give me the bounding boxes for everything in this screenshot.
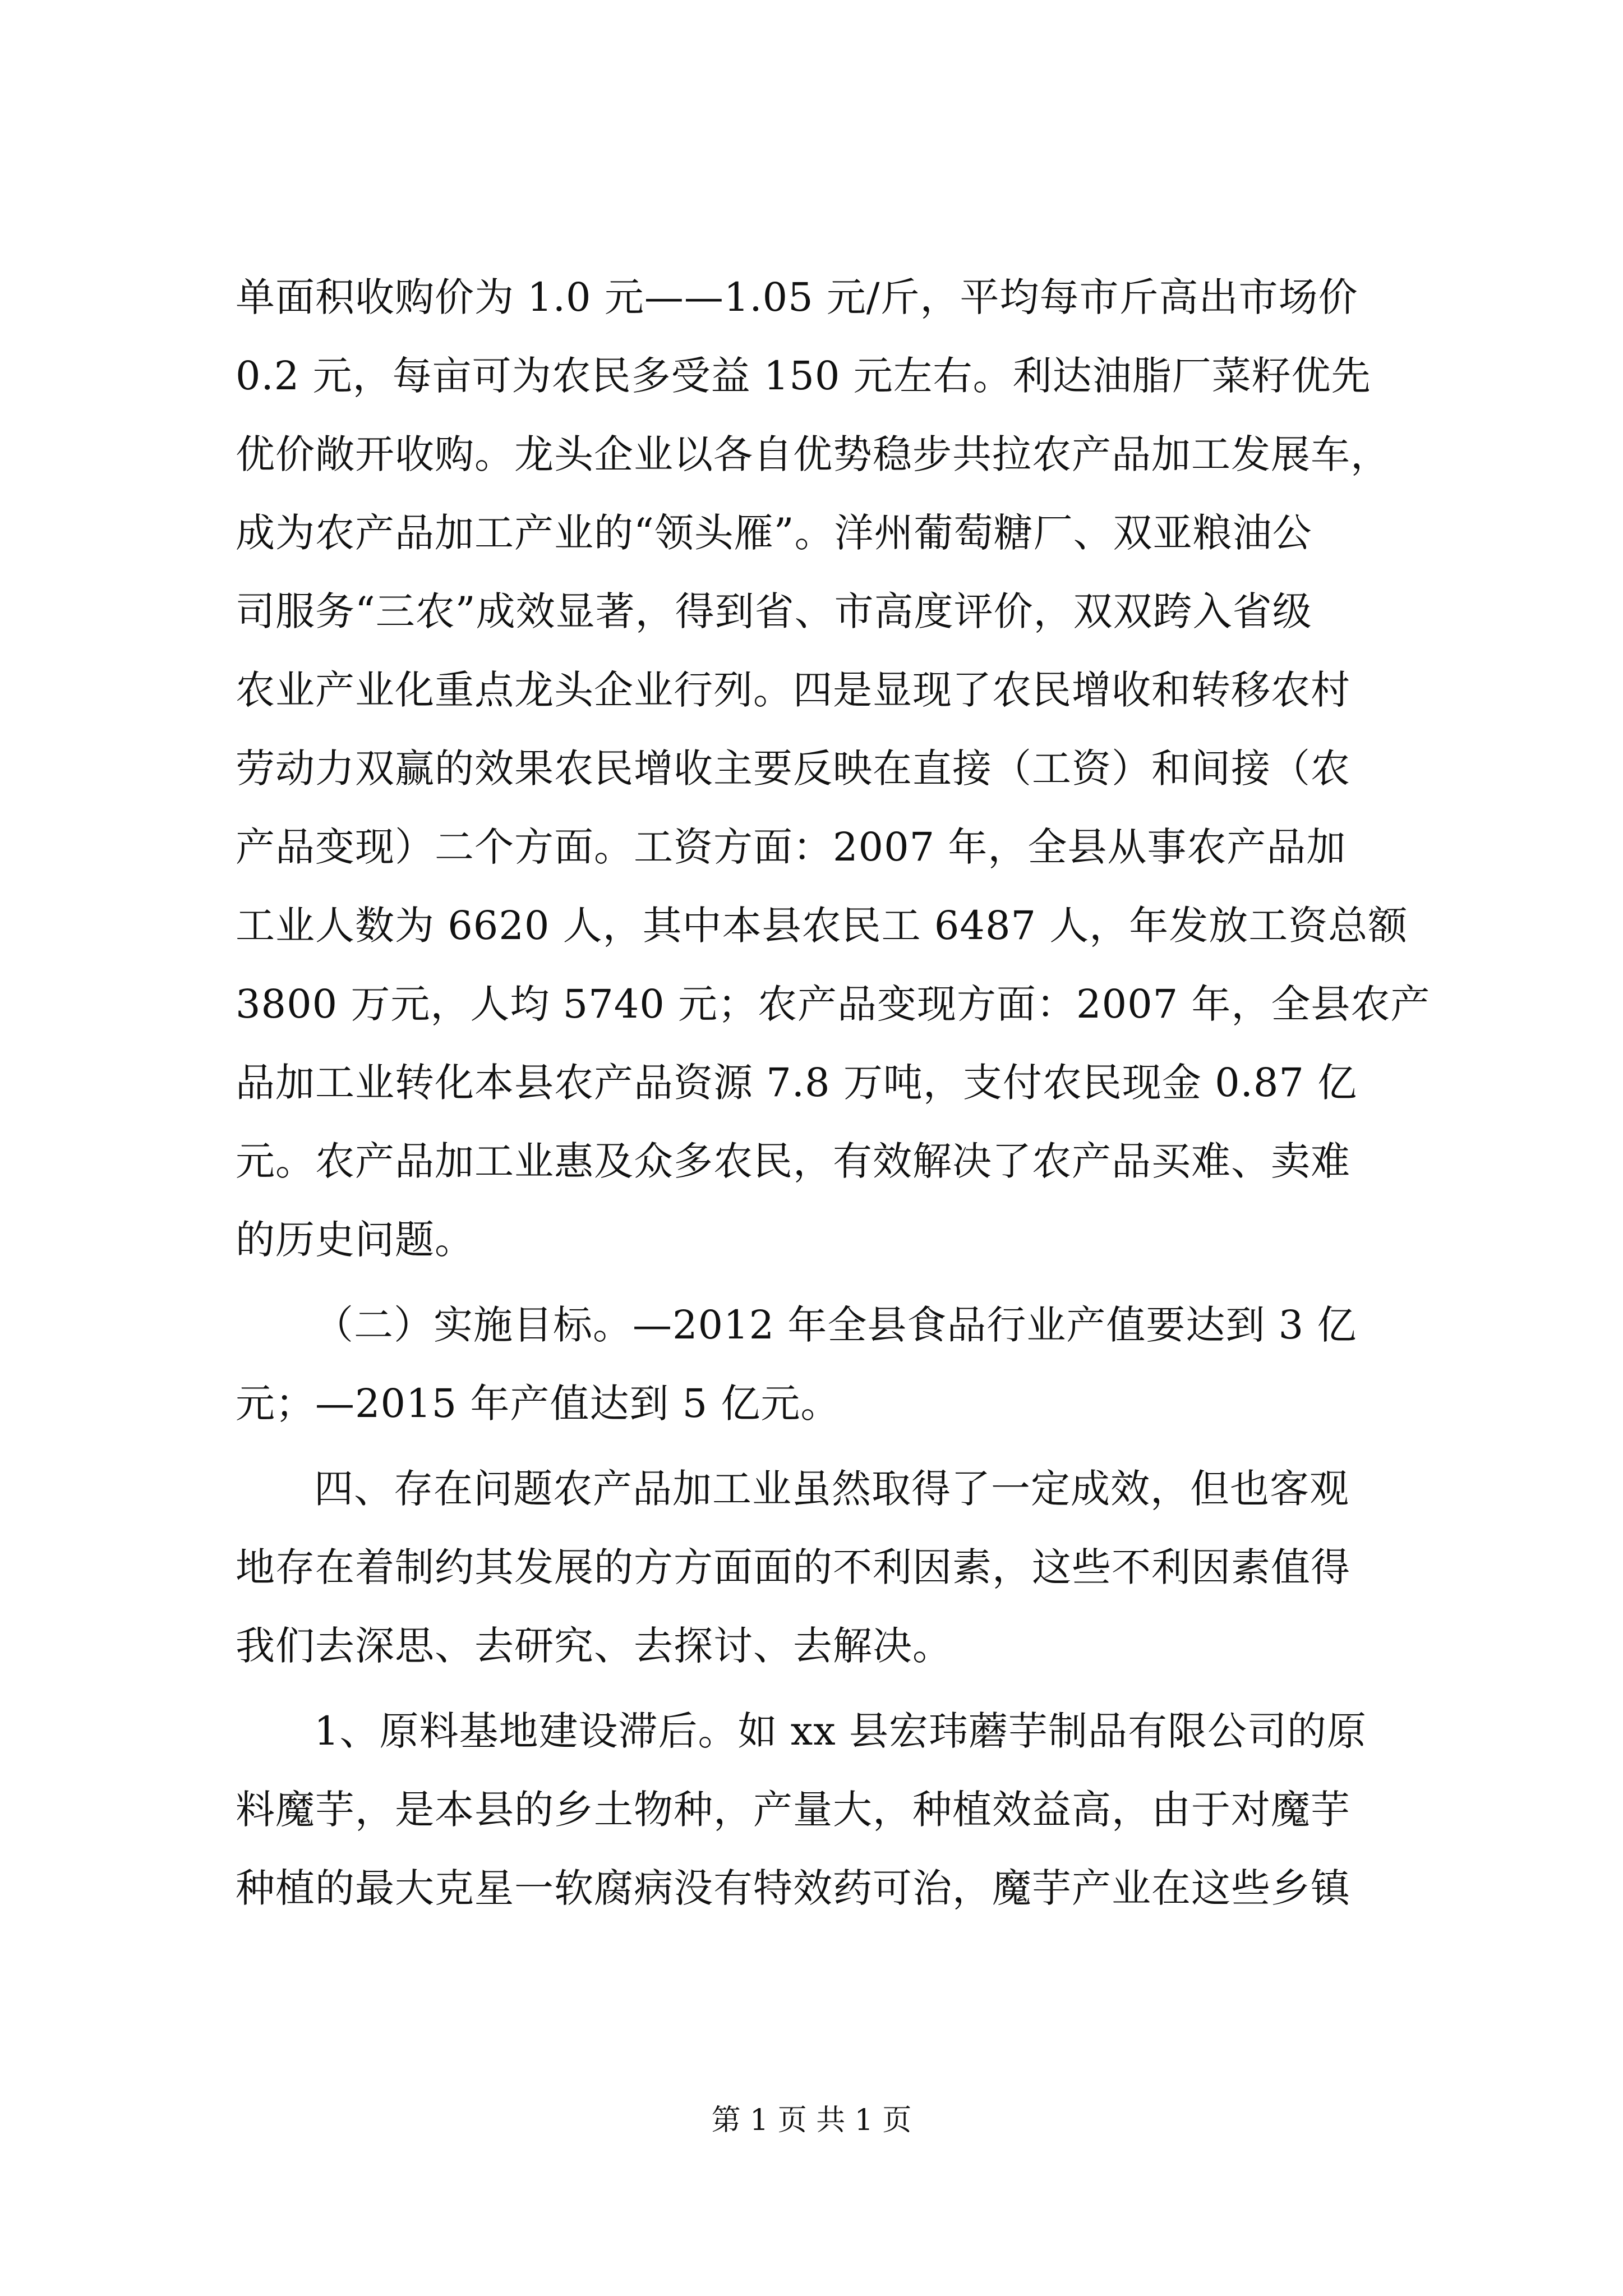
text-line: 我们去深思、去研究、去探讨、去解决。: [236, 1623, 952, 1669]
text-line: 成为农产品加工产业的“领头雁”。洋州葡萄糖厂、双亚粮油公: [236, 510, 1312, 556]
text-line: 元。农产品加工业惠及众多农民，有效解决了农产品买难、卖难: [236, 1138, 1350, 1184]
text-line: 劳动力双赢的效果农民增收主要反映在直接（工资）和间接（农: [236, 746, 1350, 792]
text-line: 地存在着制约其发展的方方面面的不利因素，这些不利因素值得: [236, 1544, 1350, 1590]
text-line: 产品变现）二个方面。工资方面：2007 年，全县从事农产品加: [236, 824, 1347, 870]
text-line: 的历史问题。: [236, 1217, 474, 1263]
text-line: 品加工业转化本县农产品资源 7.8 万吨，支付农民现金 0.87 亿: [236, 1060, 1358, 1106]
document-body: [236, 258, 1430, 1927]
text-line: 3800 万元，人均 5740 元；农产品变现方面：2007 年，全县农产: [236, 981, 1431, 1027]
text-line: 农业产业化重点龙头企业行列。四是显现了农民增收和转移农村: [236, 667, 1350, 713]
section-heading-line: （二）实施目标。—2012 年全县食品行业产值要达到 3 亿: [314, 1302, 1357, 1348]
text-line: 元；—2015 年产值达到 5 亿元。: [236, 1381, 841, 1427]
text-line: 料魔芋，是本县的乡土物种，产量大，种植效益高，由于对魔芋: [236, 1787, 1350, 1833]
text-line: 种植的最大克星一软腐病没有特效药可治，魔芋产业在这些乡镇: [236, 1865, 1350, 1911]
text-line: 司服务“三农”成效显著，得到省、市高度评价，双双跨入省级: [236, 588, 1312, 634]
section-heading-line: 四、存在问题农产品加工业虽然取得了一定成效，但也客观: [314, 1466, 1349, 1512]
text-line: 工业人数为 6620 人，其中本县农民工 6487 人，年发放工资总额: [236, 903, 1408, 949]
text-line: 单面积收购价为 1.0 元——1.05 元/斤，平均每市斤高出市场价: [236, 274, 1358, 320]
text-line: 0.2 元，每亩可为农民多受益 150 元左右。利达油脂厂菜籽优先: [236, 353, 1371, 399]
page-number-footer: 第 1 页 共 1 页: [711, 2104, 912, 2137]
text-line: 优价敞开收购。龙头企业以各自优势稳步共拉农产品加工发展车，: [236, 431, 1390, 477]
list-item-line: 1、原料基地建设滞后。如 xx 县宏玮蘑芋制品有限公司的原: [314, 1708, 1367, 1754]
